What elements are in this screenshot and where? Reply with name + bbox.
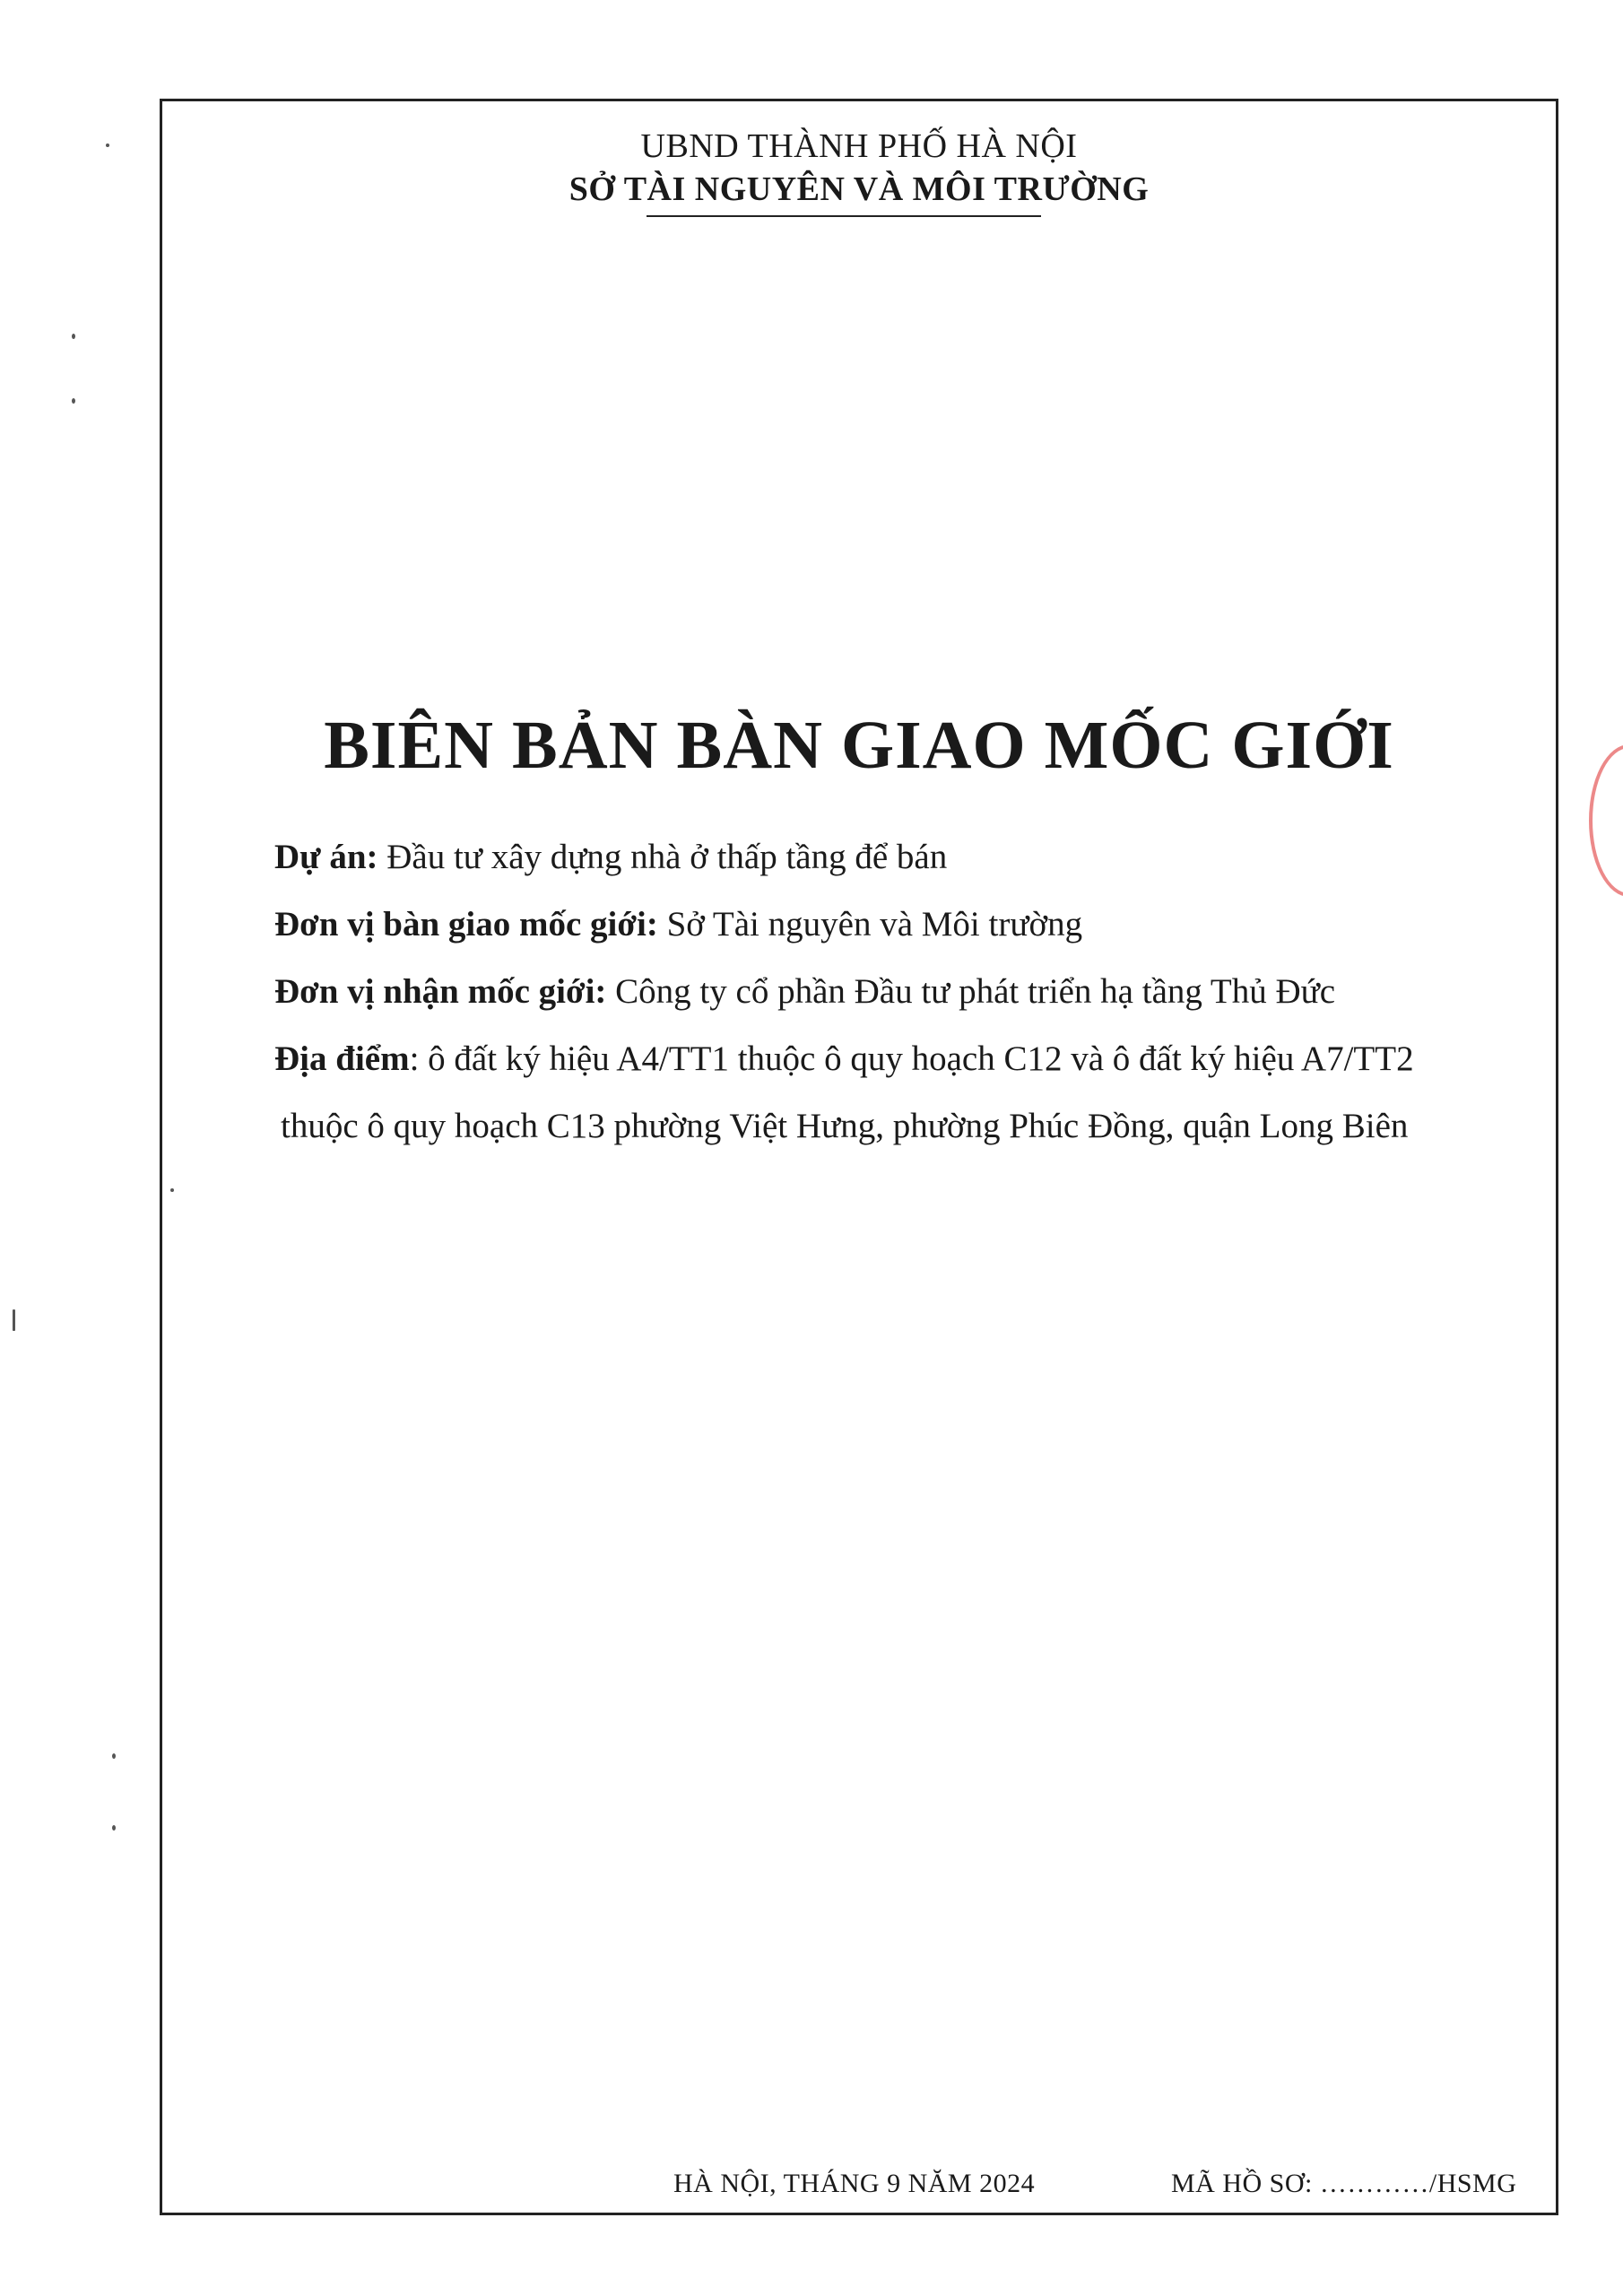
- handover-unit-row: [274, 904, 1082, 944]
- project-row: [274, 837, 947, 877]
- scan-speck: [106, 144, 109, 147]
- handover-unit-label: Đơn vị bàn giao mốc giới:: [274, 905, 658, 944]
- agency-parent: UBND THÀNH PHỐ HÀ NỘI: [640, 127, 1078, 165]
- red-seal-edge: [1589, 744, 1623, 897]
- location-value-line1: : ô đất ký hiệu A4/TT1 thuộc ô quy hoạch C12 và ô đất ký hiệu A7/TT2: [409, 1039, 1414, 1078]
- receiving-unit-row: [274, 971, 1335, 1012]
- handover-unit-value: Sở Tài nguyên và Môi trường: [666, 905, 1083, 944]
- scan-mark: [13, 1309, 15, 1331]
- file-code: MÃ HỒ SƠ: …………/HSMG: [1171, 2169, 1517, 2198]
- project-label: Dự án:: [274, 838, 378, 876]
- document-border: [160, 99, 1558, 2215]
- scan-speck: [112, 1825, 116, 1831]
- location-label: Địa điểm: [274, 1039, 410, 1078]
- scan-speck: [72, 398, 75, 404]
- scan-speck: [170, 1188, 174, 1192]
- agency-underline: [647, 215, 1041, 217]
- place-date: HÀ NỘI, THÁNG 9 NĂM 2024: [673, 2169, 1036, 2198]
- location-row: [274, 1039, 1414, 1079]
- location-value-line2: thuộc ô quy hoạch C13 phường Việt Hưng, phường Phúc Đồng, quận Long Biên: [281, 1107, 1409, 1145]
- agency-name: SỞ TÀI NGUYÊN VÀ MÔI TRƯỜNG: [568, 170, 1150, 208]
- scan-speck: [112, 1753, 116, 1759]
- project-value: Đầu tư xây dựng nhà ở thấp tầng để bán: [386, 838, 948, 876]
- document-title: BIÊN BẢN BÀN GIAO MỐC GIỚI: [324, 708, 1394, 783]
- receiving-unit-label: Đơn vị nhận mốc giới:: [274, 972, 607, 1011]
- scan-speck: [72, 334, 75, 339]
- receiving-unit-value: Công ty cổ phần Đầu tư phát triển hạ tầng Thủ Đức: [615, 972, 1336, 1011]
